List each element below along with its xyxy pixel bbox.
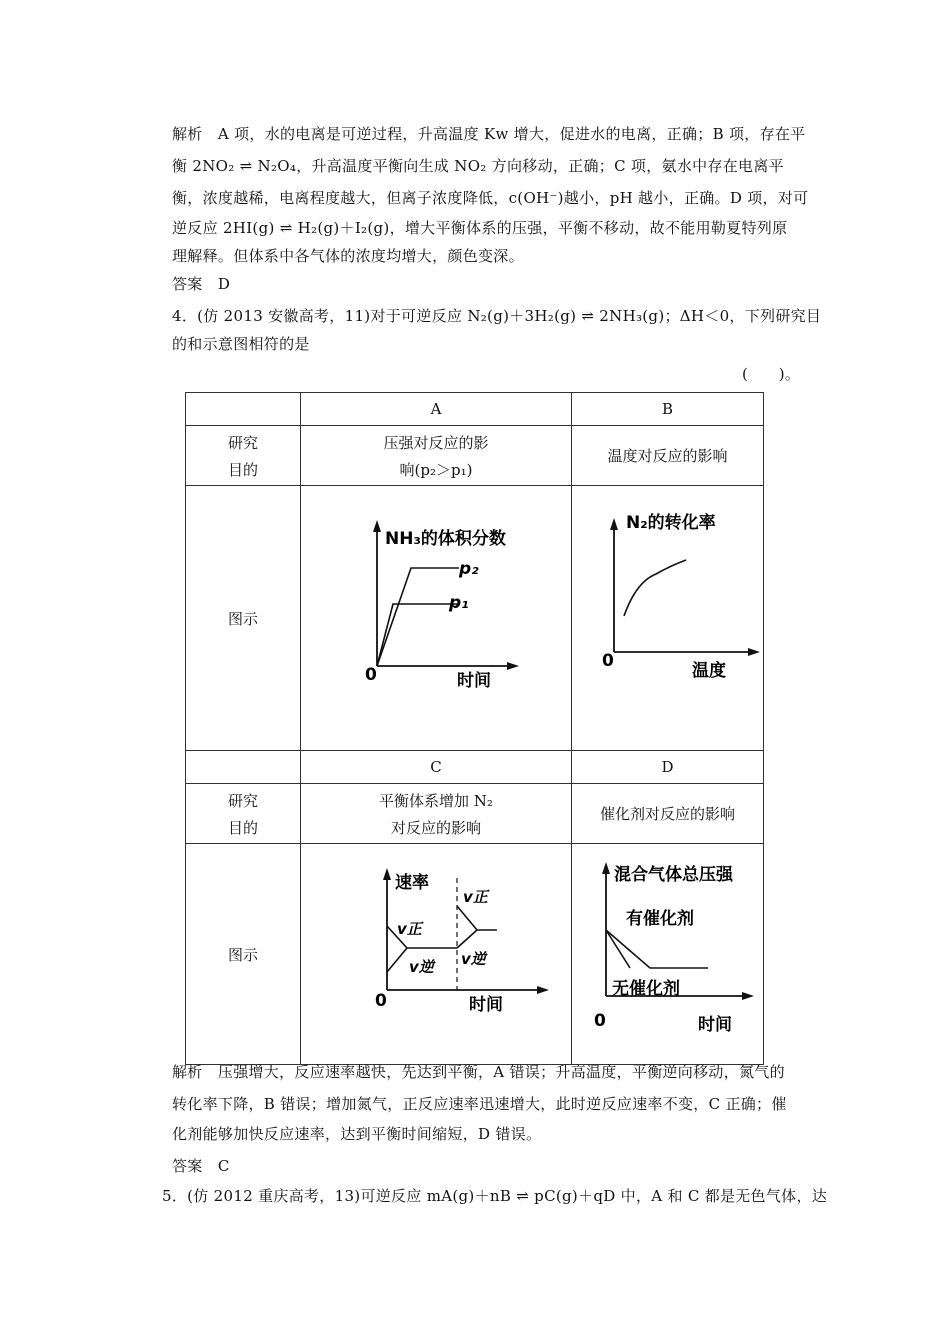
analysis-line-4: 逆反应 2HI(g) ⇌ H₂(g)＋I₂(g)，增大平衡体系的压强，平衡不移动，故不能用勒夏特列原 xyxy=(172,219,788,237)
chart-rate xyxy=(301,844,571,1060)
chart-n2-conversion xyxy=(574,486,762,746)
purpose-a: 压强对反应的影 响(p₂＞p₁) xyxy=(301,426,572,486)
fig-c-vfwd-1: v正 xyxy=(397,920,422,938)
answer-blank: ( )。 xyxy=(742,365,801,383)
answer-4: 答案 C xyxy=(172,1157,230,1175)
fig-b-origin: 0 xyxy=(601,651,614,671)
purpose-label: 研究 目的 xyxy=(186,426,301,486)
figure-label-2: 图示 xyxy=(186,844,301,1065)
fig-c-vrev-1: v逆 xyxy=(409,958,434,976)
chart-nh3-fraction xyxy=(301,486,571,746)
fig-b-xlabel: 温度 xyxy=(691,661,726,681)
chart-pressure xyxy=(574,844,762,1060)
answer-3: 答案 D xyxy=(172,275,231,293)
figure-a xyxy=(301,486,572,751)
header-d: D xyxy=(572,751,764,784)
fig-d-ylabel: 混合气体总压强 xyxy=(613,865,733,885)
purpose-b: 温度对反应的影响 xyxy=(572,426,764,486)
figure-b xyxy=(572,486,764,751)
question-4-line-1: 4．(仿 2013 安徽高考，11)对于可逆反应 N₂(g)＋3H₂(g) ⇌ 2NH₃(g)；ΔH＜0，下列研究目 xyxy=(172,307,822,325)
purpose-label-2: 研究 目的 xyxy=(186,784,301,844)
question-4-line-2: 的和示意图相符的是 xyxy=(172,335,310,353)
fig-a-xlabel: 时间 xyxy=(457,671,491,691)
figure-d xyxy=(572,844,764,1065)
fig-a-origin: 0 xyxy=(365,665,377,685)
options-table xyxy=(185,392,764,1065)
analysis-line-2: 衡 2NO₂ ⇌ N₂O₄，升高温度平衡向生成 NO₂ 方向移动，正确；C 项，氨水中存在电离平 xyxy=(172,157,784,175)
header-c: C xyxy=(301,751,572,784)
purpose-d: 催化剂对反应的影响 xyxy=(572,784,764,844)
purpose-c: 平衡体系增加 N₂ 对反应的影响 xyxy=(301,784,572,844)
fig-a-ylabel: NH₃的体积分数 xyxy=(385,529,506,549)
analysis4-line-2: 转化率下降，B 错误；增加氮气，正反应速率迅速增大，此时逆反应速率不变，C 正确；催 xyxy=(172,1095,787,1113)
header-a: A xyxy=(301,393,572,426)
fig-a-p2: p₂ xyxy=(459,559,479,579)
analysis-line-5: 理解释。但体系中各气体的浓度均增大，颜色变深。 xyxy=(172,247,524,265)
fig-c-xlabel: 时间 xyxy=(469,995,503,1015)
analysis4-line-1: 解析 压强增大，反应速率越快，先达到平衡，A 错误；升高温度，平衡逆向移动，氮气的 xyxy=(172,1063,785,1081)
fig-d-with-catalyst: 有催化剂 xyxy=(625,909,694,929)
fig-d-origin: 0 xyxy=(593,1011,606,1031)
analysis4-line-3: 化剂能够加快反应速率，达到平衡时间缩短，D 错误。 xyxy=(172,1125,542,1143)
fig-c-vrev-2: v逆 xyxy=(461,950,486,968)
fig-d-no-catalyst: 无催化剂 xyxy=(611,979,680,999)
analysis-line-3: 衡，浓度越稀，电离程度越大，但离子浓度降低，c(OH⁻)越小，pH 越小，正确。D 项，对可 xyxy=(172,189,809,207)
figure-c xyxy=(301,844,572,1065)
fig-c-ylabel: 速率 xyxy=(395,873,429,893)
question-5-line-1: 5．(仿 2012 重庆高考，13)可逆反应 mA(g)＋nB ⇌ pC(g)＋qD 中，A 和 C 都是无色气体，达 xyxy=(162,1187,828,1205)
fig-a-p1: p₁ xyxy=(449,593,469,613)
fig-c-vfwd-2: v正 xyxy=(463,888,488,906)
fig-c-origin: 0 xyxy=(375,991,387,1011)
header-b: B xyxy=(572,393,764,426)
fig-b-ylabel: N₂的转化率 xyxy=(625,513,716,533)
fig-d-xlabel: 时间 xyxy=(697,1015,732,1035)
figure-label: 图示 xyxy=(186,486,301,751)
analysis-line-1: 解析 A 项，水的电离是可逆过程，升高温度 Kw 增大，促进水的电离，正确；B 项，存在平 xyxy=(172,125,806,143)
